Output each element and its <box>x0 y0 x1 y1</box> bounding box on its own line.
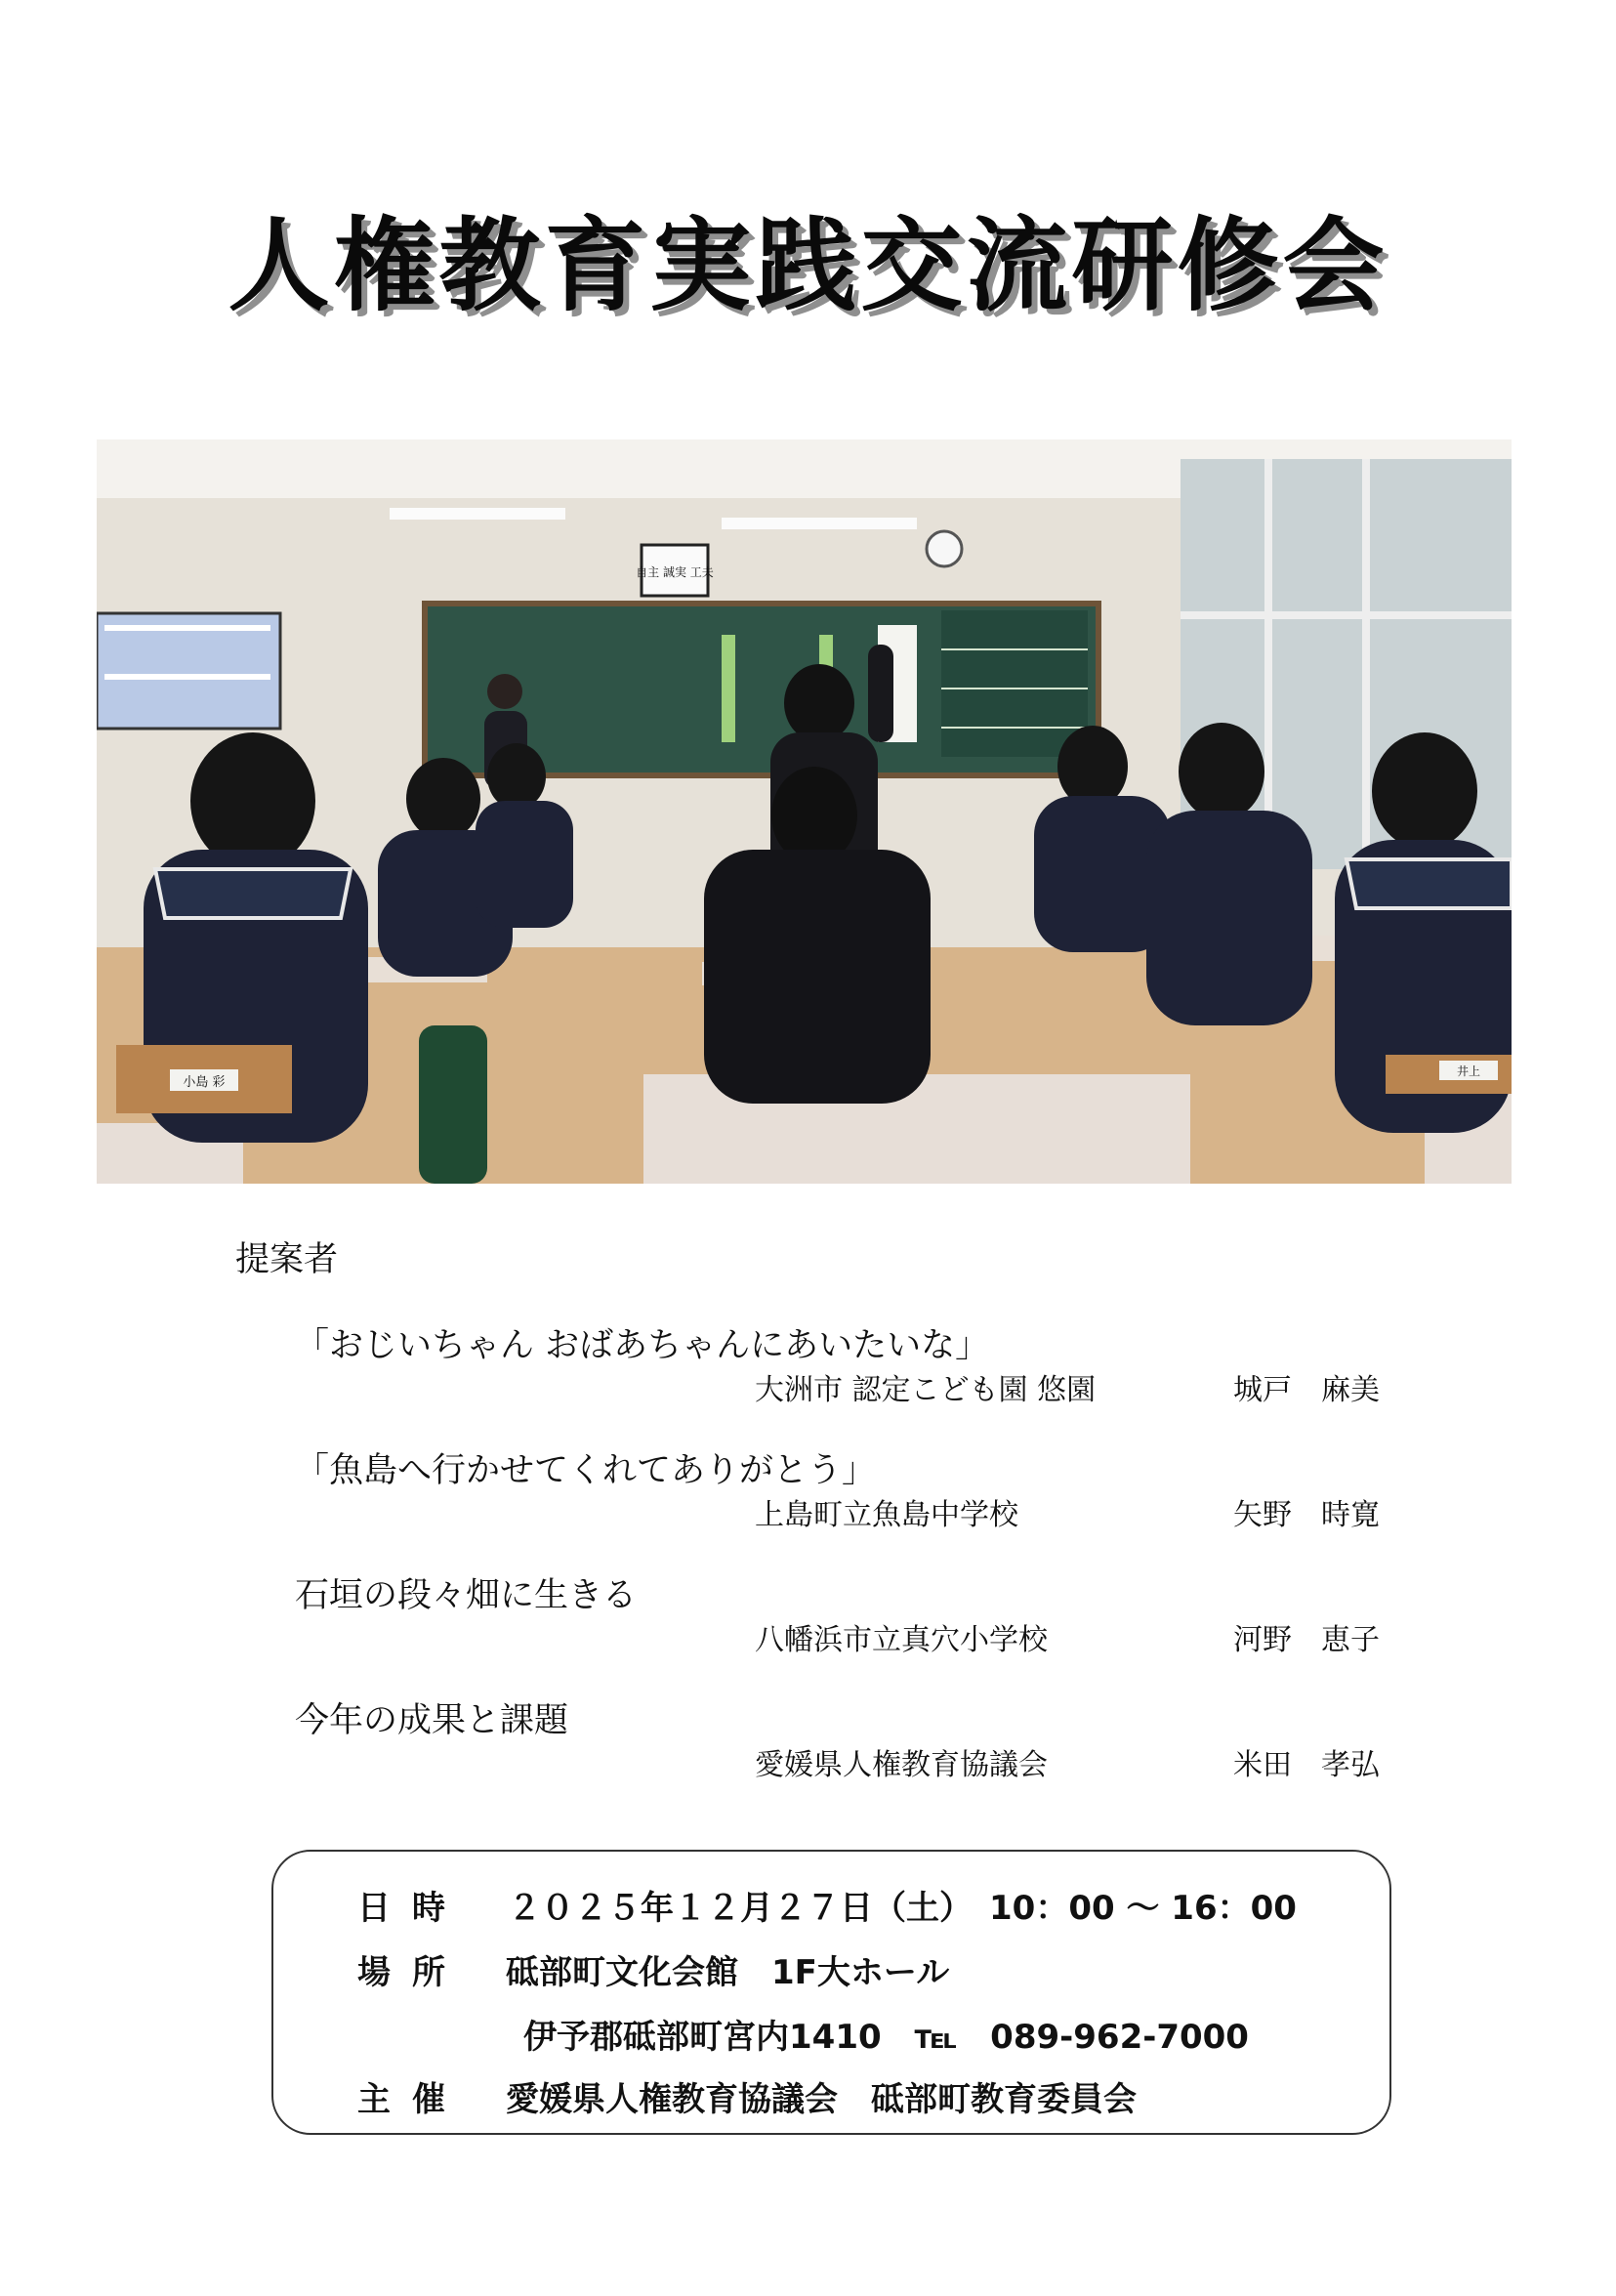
presenter-name: 米田 孝弘 <box>1233 1748 1380 1782</box>
place-row <box>273 1945 1393 1994</box>
name-tag-text: 小島 彩 <box>183 1075 226 1090</box>
ceiling-light <box>722 518 917 529</box>
host-row <box>273 2072 1393 2121</box>
clock-icon <box>927 531 962 566</box>
address-value: 伊予郡砥部町宮内1410 ℡ 089-962-7000 <box>523 2018 1249 2057</box>
host-value: 愛媛県人権教育協議会 砥部町教育委員会 <box>506 2080 1137 2119</box>
poster-title: 人権教育実践交流研修会 <box>228 205 1388 325</box>
date-value: ２０２５年１２月２７日（土） 10：00 ～ 16：00 <box>508 1889 1297 1928</box>
presenter-organization: 上島町立魚島中学校 <box>755 1498 1018 1532</box>
date-label: 日時 <box>357 1889 467 1928</box>
presenter-name: 矢野 時寛 <box>1233 1498 1380 1532</box>
event-info-box <box>271 1850 1391 2135</box>
presenter-name: 河野 恵子 <box>1233 1623 1380 1657</box>
presentation-title: 石垣の段々畑に生きる <box>295 1576 638 1615</box>
date-row <box>273 1881 1393 1930</box>
presenter-organization: 八幡浜市立真穴小学校 <box>755 1623 1048 1657</box>
presentation-title: 「おじいちゃん おばあちゃんにあいたいな」 <box>295 1326 990 1365</box>
presentation-title: 「魚島へ行かせてくれてありがとう」 <box>295 1451 877 1490</box>
green-bag <box>419 1025 487 1184</box>
host-label: 主催 <box>357 2080 467 2119</box>
presenter-organization: 愛媛県人権教育協議会 <box>755 1748 1048 1782</box>
presenter-organization: 大洲市 認定こども園 悠園 <box>755 1373 1097 1407</box>
address-row <box>273 2010 1393 2059</box>
presenter-name: 城戸 麻美 <box>1233 1373 1380 1407</box>
teacher-head <box>487 674 522 709</box>
place-label: 場所 <box>357 1953 467 1992</box>
presentation-title: 今年の成果と課題 <box>295 1701 569 1740</box>
ceiling-light <box>390 508 565 520</box>
name-tag-text: 井上 <box>1456 1065 1481 1078</box>
classroom-illustration <box>97 439 1512 1184</box>
classroom-photo <box>97 439 1512 1184</box>
motto-text: 自主 誠実 工夫 <box>636 565 714 579</box>
presenters-heading: 提案者 <box>235 1240 339 1279</box>
place-value: 砥部町文化会館 1F大ホール <box>506 1953 950 1992</box>
